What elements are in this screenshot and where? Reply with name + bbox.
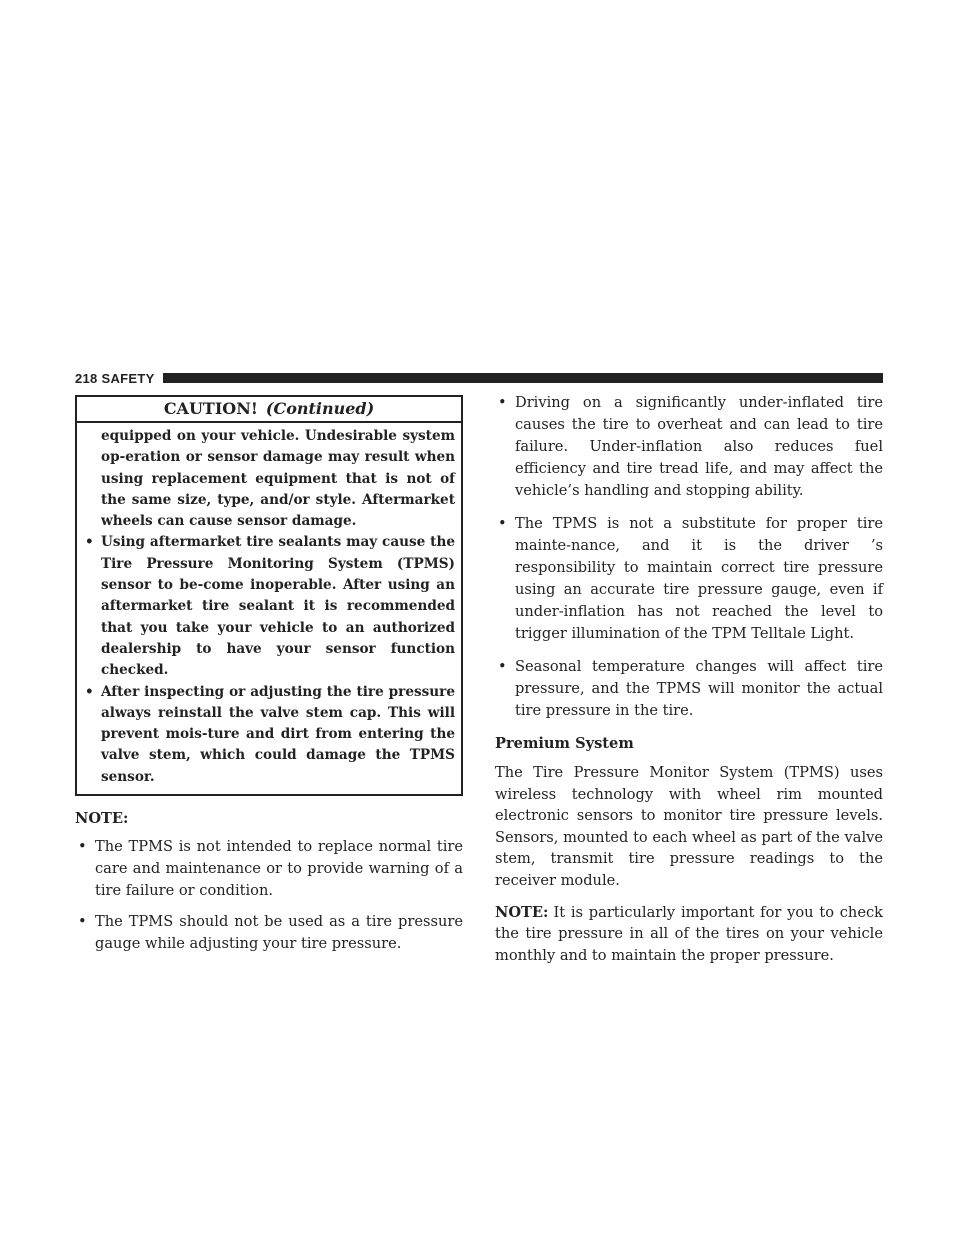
premium-system-text: The Tire Pressure Monitor System (TPMS) uses wireless technology with wheel rim mounted electronic sensors to monitor tire pressure levels. Sensors, mounted to each wheel as part of the valve stem, transmit tire pressure readings to the receiver module.	[495, 764, 883, 889]
header-rule	[163, 373, 883, 383]
info-bullet-text: The TPMS is not a substitute for proper tire mainte-nance, and it is the driver ’s responsibility to maintain correct tire pressure using an accurate tire pressure gauge, even if under-inflation has not reached the level to trigger illumination of the TPM Telltale Light.	[515, 515, 883, 642]
right-column	[495, 392, 883, 976]
note-heading: NOTE:	[75, 810, 129, 828]
info-bullet	[495, 392, 883, 502]
caution-item-text: After inspecting or adjusting the tire pressure always reinstall the valve stem cap. This will prevent mois-ture and dirt from entering the valve stem, which could damage the TPMS sensor.	[101, 683, 455, 785]
premium-system-heading: Premium System	[495, 735, 634, 752]
bullet-icon: •	[498, 394, 507, 411]
caution-lead-text: equipped on your vehicle. Undesirable system op-eration or sensor damage may result when using replacement equipment that is not of the same size, type, and/or style. Aftermarket wheels can cause sensor damage.	[101, 428, 455, 530]
note-paragraph	[495, 902, 883, 967]
caution-label: CAUTION!	[163, 399, 258, 418]
bullet-icon: •	[78, 913, 87, 931]
note-label: NOTE:	[495, 903, 549, 921]
info-bullet-text: Seasonal temperature changes will affect tire pressure, and the TPMS will monitor the actual tire pressure in the tire.	[515, 658, 883, 719]
note-item-text: The TPMS should not be used as a tire pressure gauge while adjusting your tire pressure.	[95, 913, 463, 953]
caution-body	[77, 423, 461, 794]
bullet-icon: •	[85, 534, 94, 551]
bullet-icon: •	[498, 658, 507, 675]
caution-item-text: Using aftermarket tire sealants may cause the Tire Pressure Monitoring System (TPMS) sensor to be-come inoperable. After using an aftermarket tire sealant it is recommended that you take your vehicle to an authorized dealership to have your sensor function checked.	[101, 534, 455, 679]
caution-box	[75, 395, 463, 796]
caution-title	[77, 397, 461, 423]
note-item	[75, 911, 463, 955]
note-item-text: The TPMS is not intended to replace normal tire care and maintenance or to provide warning of a tire failure or condition.	[95, 838, 463, 900]
left-column	[75, 395, 463, 964]
info-bullet	[495, 513, 883, 645]
note-text: It is particularly important for you to check the tire pressure in all of the tires on your vehicle monthly and to maintain the proper pressure.	[495, 903, 883, 964]
caution-item	[83, 682, 455, 788]
page-header	[75, 370, 883, 386]
caution-item	[83, 532, 455, 681]
page-number-section: 218 SAFETY	[75, 370, 155, 386]
bullet-icon: •	[85, 683, 94, 700]
bullet-icon: •	[78, 838, 87, 856]
caution-continued: (Continued)	[265, 399, 375, 418]
info-bullet-text: Driving on a significantly under-inflated tire causes the tire to overheat and can lead to tire failure. Under-inflation also reduces fuel efficiency and tire tread life, and may affect the vehicle’s handling and stopping ability.	[515, 394, 883, 499]
info-bullet	[495, 656, 883, 722]
bullet-icon: •	[498, 515, 507, 532]
note-item	[75, 836, 463, 902]
